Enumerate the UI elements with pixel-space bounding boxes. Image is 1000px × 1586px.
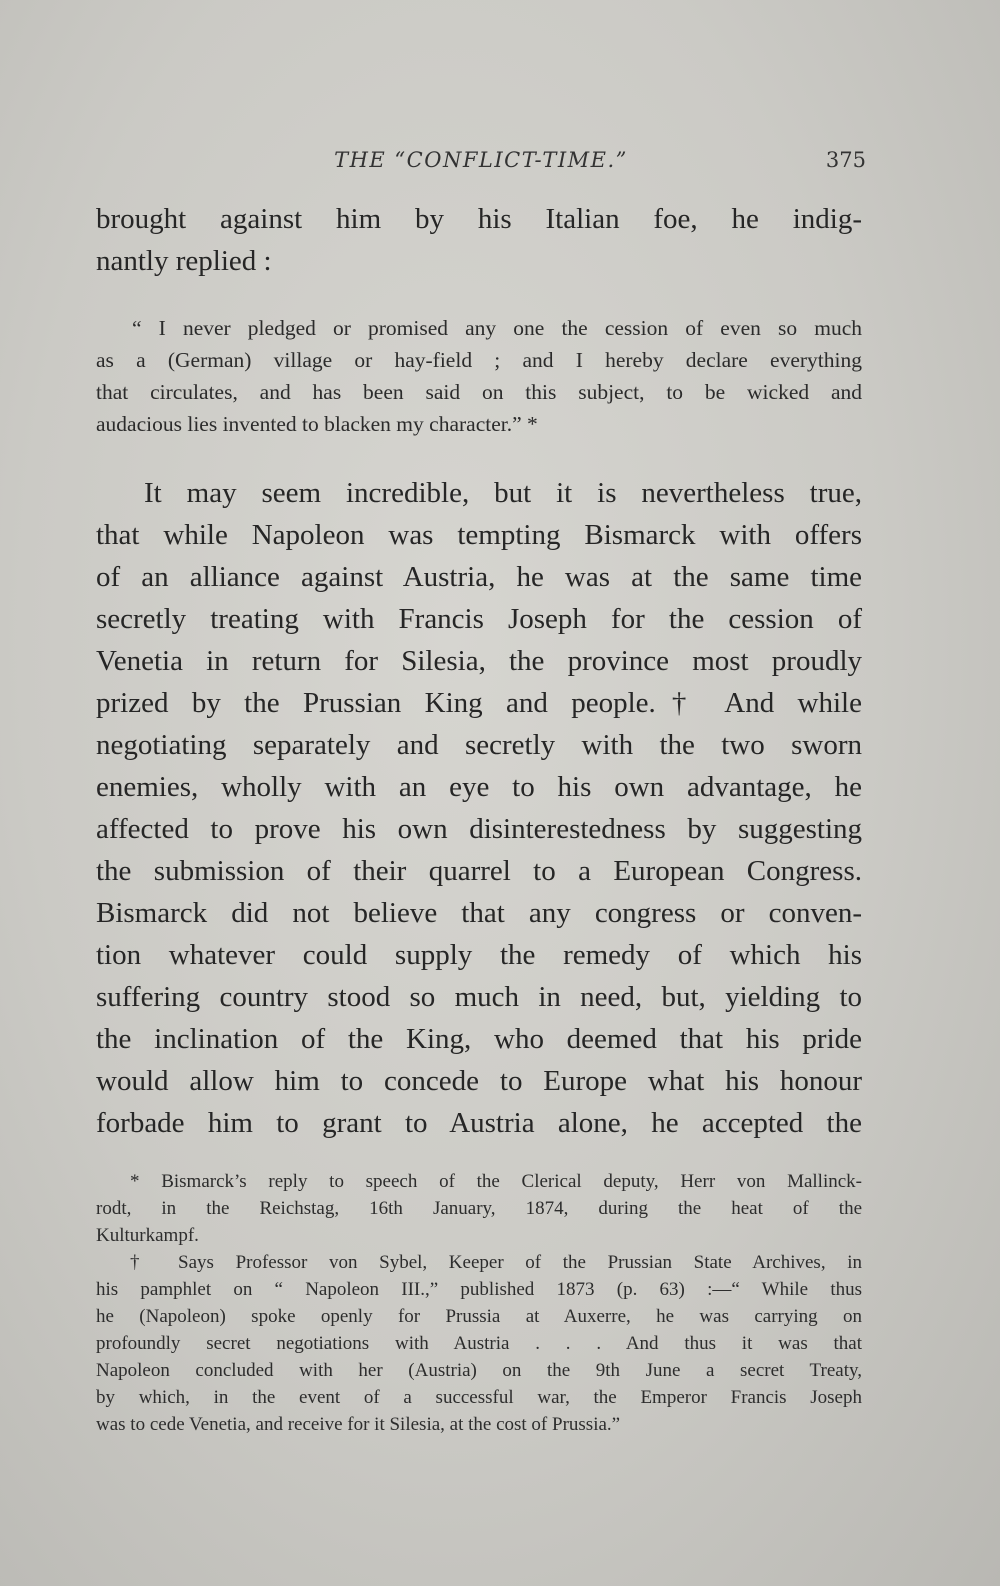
block-quote (96, 312, 862, 440)
text-line: forbade him to grant to Austria alone, he accepted the (96, 1107, 862, 1139)
text-line: nantly replied : (96, 245, 272, 277)
footnote-line: was to cede Venetia, and receive for it Silesia, at the cost of Prussia.” (96, 1414, 621, 1435)
text-line: the inclination of the King, who deemed that his pride (96, 1023, 862, 1055)
footnote-line: by which, in the event of a successful war, the Emperor Francis Joseph (96, 1387, 862, 1408)
text-line: that while Napoleon was tempting Bismarck with offers (96, 519, 862, 551)
footnote-2 (96, 1249, 862, 1438)
text-line: Venetia in return for Silesia, the province most proudly (96, 645, 862, 677)
quote-line: that circulates, and has been said on this subject, to be wicked and (96, 380, 862, 404)
footnote-line: Kulturkampf. (96, 1225, 199, 1246)
text-line: It may seem incredible, but it is nevertheless true, (144, 477, 862, 509)
text-line: the submission of their quarrel to a European Congress. (96, 855, 862, 887)
footnote-line: his pamphlet on “ Napoleon III.,” published 1873 (p. 63) :—“ While thus (96, 1279, 862, 1300)
footnote-1 (96, 1168, 862, 1249)
quote-line: as a (German) village or hay-field ; and I hereby declare everything (96, 348, 862, 372)
text-line: would allow him to concede to Europe what his honour (96, 1065, 862, 1097)
text-line: of an alliance against Austria, he was at the same time (96, 561, 862, 593)
quote-line: “ I never pledged or promised any one the cession of even so much (132, 316, 862, 340)
text-line: prized by the Prussian King and people.† And while (96, 687, 862, 719)
text-line: negotiating separately and secretly with the two sworn (96, 729, 862, 761)
text-line: brought against him by his Italian foe, he indig- (96, 203, 862, 235)
text-line: suffering country stood so much in need, but, yielding to (96, 981, 862, 1013)
text-line: tion whatever could supply the remedy of which his (96, 939, 862, 971)
paragraph-continuation (96, 198, 862, 282)
footnote-line: † Says Professor von Sybel, Keeper of the Prussian State Archives, in (130, 1252, 862, 1273)
footnote-line: * Bismarck’s reply to speech of the Clerical deputy, Herr von Mallinck- (130, 1171, 862, 1192)
text-line: secretly treating with Francis Joseph for the cession of (96, 603, 862, 635)
main-paragraph (96, 472, 862, 1144)
footnotes (96, 1168, 862, 1438)
footnote-line: profoundly secret negotiations with Austria . . . And thus it was that (96, 1333, 862, 1354)
footnote-line: Napoleon concluded with her (Austria) on the 9th June a secret Treaty, (96, 1360, 862, 1381)
footnote-line: rodt, in the Reichstag, 16th January, 1874, during the heat of the (96, 1198, 862, 1219)
running-title: THE “CONFLICT-TIME.” (334, 148, 628, 172)
page-number: 375 (825, 148, 866, 172)
running-head (96, 148, 866, 178)
footnote-line: he (Napoleon) spoke openly for Prussia at Auxerre, he was carrying on (96, 1306, 862, 1327)
text-line: enemies, wholly with an eye to his own advantage, he (96, 771, 862, 803)
text-line: affected to prove his own disinterestedness by suggesting (96, 813, 862, 845)
quote-line: audacious lies invented to blacken my character.” * (96, 412, 538, 436)
text-line: Bismarck did not believe that any congress or conven- (96, 897, 862, 929)
